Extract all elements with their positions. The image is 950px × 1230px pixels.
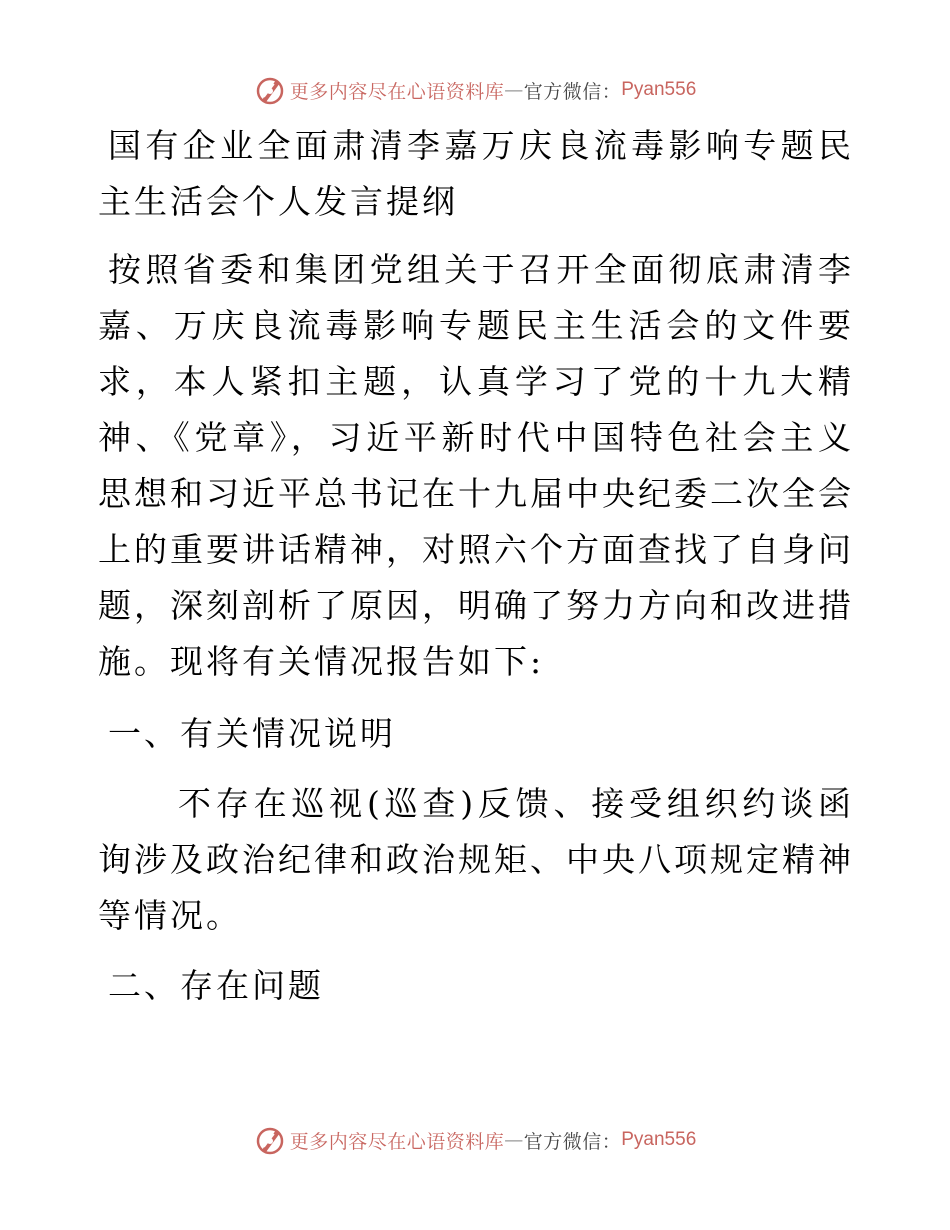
section-1-body: 不存在巡视(巡查)反馈、接受组织约谈函询涉及政治纪律和政治规矩、中央八项规定精神等情况。	[98, 784, 854, 935]
footer-banner	[0, 1120, 950, 1160]
quill-pen-icon	[254, 74, 286, 106]
section-1-heading: 一、有关情况说明	[108, 714, 396, 753]
section-2-heading: 二、存在问题	[108, 966, 324, 1005]
quill-pen-icon	[254, 1124, 286, 1156]
footer-site-text: 更多内容尽在心语资料库	[289, 1130, 505, 1153]
footer-dash: —	[504, 1129, 524, 1151]
intro-paragraph: 按照省委和集团党组关于召开全面彻底肃清李嘉、万庆良流毒影响专题民主生活会的文件要求，本人紧扣主题，认真学习了党的十九大精神、《党章》，习近平新时代中国特色社会主义思想和习近平总书记在十九届中央纪委二次全会上的重要讲话精神，对照六个方面查找了自身问题，深刻剖析了原因，明确了努力方向和改进措施。现将有关情况报告如下:	[98, 250, 854, 681]
header-dash: —	[504, 79, 524, 101]
header-banner	[0, 70, 950, 110]
footer-wechat-id: Pyan556	[621, 1129, 697, 1150]
header-wechat-id: Pyan556	[621, 79, 697, 100]
document-title: 国有企业全面肃清李嘉万庆良流毒影响专题民主生活会个人发言提纲	[98, 126, 854, 221]
header-site-text: 更多内容尽在心语资料库	[289, 80, 505, 103]
header-official-label: 官方微信：	[523, 80, 622, 103]
document-body	[98, 118, 854, 1028]
footer-official-label: 官方微信：	[523, 1130, 622, 1153]
